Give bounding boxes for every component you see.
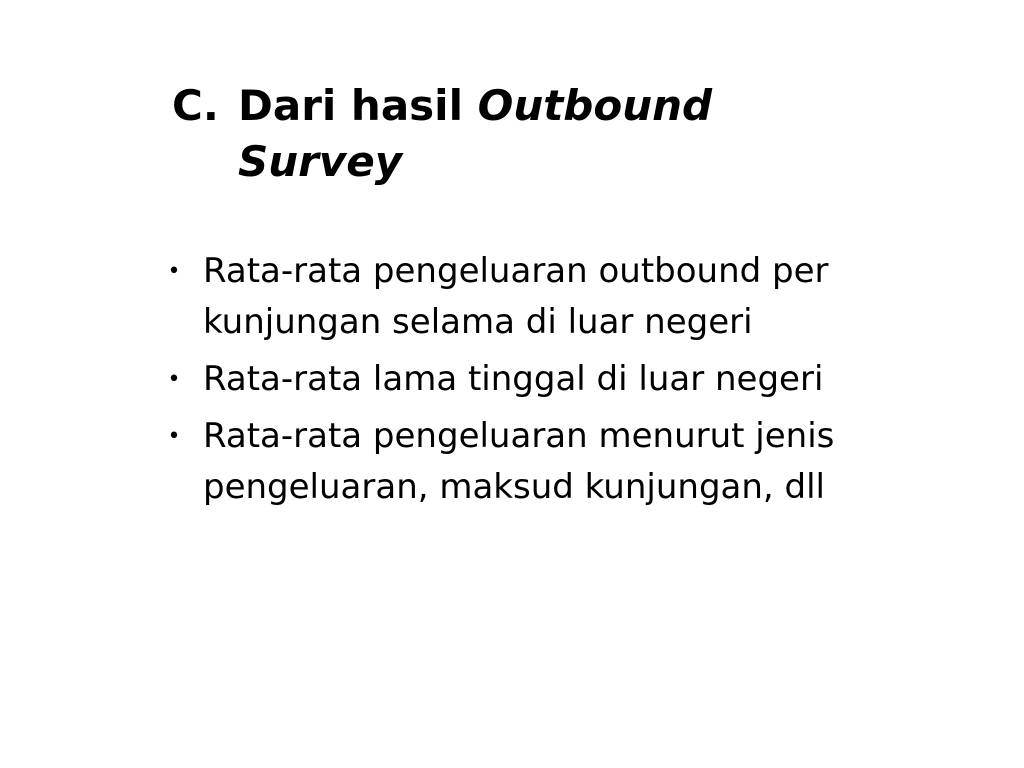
title-emphasis-survey: Survey	[238, 137, 403, 186]
bullet-text: Rata-rata lama tinggal di luar negeri	[203, 359, 824, 399]
bullet-list	[162, 246, 982, 519]
bullet-dot-icon: •	[167, 424, 181, 449]
title-plain-text: Dari hasil	[238, 81, 463, 130]
title-marker: C.	[172, 81, 219, 130]
slide-title-line-1	[172, 78, 872, 134]
title-emphasis-outbound: Outbound	[477, 81, 713, 130]
bullet-item	[162, 411, 982, 513]
slide-title-line-2	[172, 134, 872, 190]
bullet-dot-icon: •	[167, 367, 181, 392]
bullet-dot-icon: •	[167, 259, 181, 284]
slide-title	[172, 78, 872, 190]
bullet-text: Rata-rata pengeluaran menurut jenis pengeluaran, maksud kunjungan, dll	[203, 416, 835, 507]
bullet-item	[162, 246, 982, 348]
bullet-text: Rata-rata pengeluaran outbound per kunjungan selama di luar negeri	[203, 251, 829, 342]
bullet-item	[162, 354, 982, 405]
